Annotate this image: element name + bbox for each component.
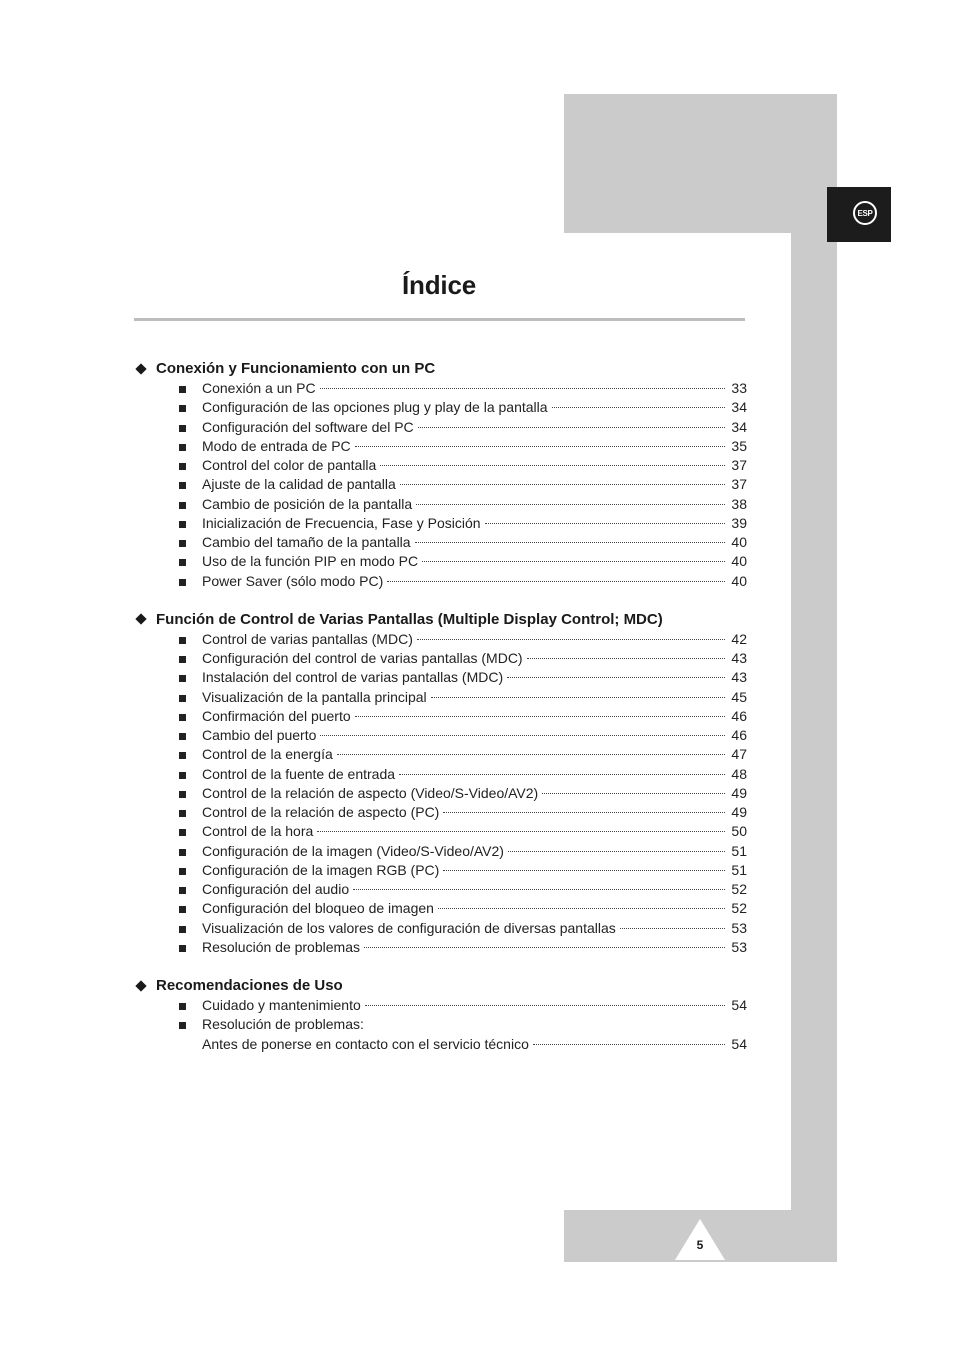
toc-entry[interactable] <box>134 533 747 552</box>
toc-page-number: 43 <box>731 650 747 666</box>
toc-page-number: 37 <box>731 457 747 473</box>
toc-entry-text: Modo de entrada de PC <box>202 437 351 454</box>
square-bullet-icon <box>179 714 186 721</box>
toc-entry-text: Conexión a un PC <box>202 380 316 396</box>
toc-page-number: 49 <box>731 804 747 820</box>
toc-entry[interactable] <box>134 938 747 957</box>
toc-entry-text: Visualización de la pantalla principal <box>202 688 427 705</box>
toc-entry[interactable] <box>134 495 747 514</box>
section-gap <box>134 957 747 975</box>
toc-entry[interactable] <box>134 842 747 861</box>
diamond-bullet-icon <box>135 363 146 374</box>
square-bullet-icon <box>179 463 186 470</box>
toc-entry[interactable] <box>134 456 747 475</box>
dot-leader <box>337 754 725 755</box>
square-bullet-icon <box>179 675 186 682</box>
toc-entry-text: Uso de la función PIP en modo PC <box>202 553 419 570</box>
square-bullet-icon <box>179 405 186 412</box>
square-bullet-icon <box>179 829 186 836</box>
toc-page-number: 40 <box>731 572 747 589</box>
toc-entry-text: Cambio de posición de la pantalla <box>202 495 413 512</box>
toc-entry[interactable] <box>134 688 747 707</box>
diamond-bullet-icon <box>135 614 146 625</box>
dot-leader <box>527 658 725 659</box>
toc-entry[interactable] <box>134 726 747 745</box>
section-heading-text: Función de Control de Varias Pantallas (Multiple Display Control; MDC) <box>156 610 663 628</box>
toc-page-number: 34 <box>731 399 747 416</box>
toc-entry[interactable] <box>134 649 747 668</box>
toc-entry[interactable] <box>134 1015 747 1034</box>
toc-page-number: 37 <box>731 476 747 493</box>
dot-leader <box>417 639 725 640</box>
dot-leader <box>364 947 725 948</box>
toc-entry[interactable] <box>134 861 747 880</box>
toc-entry[interactable] <box>134 1035 747 1054</box>
section-heading[interactable] <box>134 975 747 996</box>
toc-page-number: 53 <box>731 938 747 955</box>
dot-leader <box>438 908 725 909</box>
toc-page-number: 40 <box>731 534 747 550</box>
toc-entry[interactable] <box>134 880 747 899</box>
toc-entry[interactable] <box>134 765 747 784</box>
toc-page-number: 52 <box>731 881 747 897</box>
toc-entry-text: Power Saver (sólo modo PC) <box>202 572 384 589</box>
toc-entry[interactable] <box>134 514 747 533</box>
dot-leader <box>365 1005 725 1006</box>
toc-entry-text: Instalación del control de varias pantallas (MDC) <box>202 669 504 686</box>
square-bullet-icon <box>179 559 186 566</box>
toc-entry[interactable] <box>134 668 747 687</box>
square-bullet-icon <box>179 482 186 489</box>
page-title: Índice <box>402 270 476 300</box>
toc-page-number: 54 <box>731 997 747 1013</box>
toc-page-number: 51 <box>731 842 747 859</box>
toc-page-number: 42 <box>731 630 747 647</box>
dot-leader <box>320 388 725 389</box>
square-bullet-icon <box>179 521 186 528</box>
toc-page-number: 54 <box>731 1035 747 1052</box>
square-bullet-icon <box>179 772 186 779</box>
square-bullet-icon <box>179 695 186 702</box>
toc-page-number: 39 <box>731 514 747 531</box>
dot-leader <box>542 793 725 794</box>
dot-leader <box>320 735 725 736</box>
toc-page-number: 49 <box>731 784 747 801</box>
toc-entry-text: Control del color de pantalla <box>202 457 377 473</box>
toc-entry-text: Control de la relación de aspecto (Video/S-Video/AV2) <box>202 784 539 801</box>
diamond-bullet-icon <box>135 980 146 991</box>
toc-entry[interactable] <box>134 899 747 918</box>
square-bullet-icon <box>179 502 186 509</box>
dot-leader <box>355 716 725 717</box>
dot-leader <box>507 677 725 678</box>
toc-page-number: 46 <box>731 727 747 743</box>
toc-entry[interactable] <box>134 475 747 494</box>
toc-entry-text: Control de la relación de aspecto (PC) <box>202 804 440 820</box>
dot-leader <box>355 446 725 447</box>
square-bullet-icon <box>179 887 186 894</box>
toc-entry[interactable] <box>134 418 747 437</box>
toc-entry[interactable] <box>134 803 747 822</box>
dot-leader <box>317 831 725 832</box>
square-bullet-icon <box>179 425 186 432</box>
toc-entry-text: Control de la energía <box>202 746 333 763</box>
decor-gray-strip-side <box>791 94 837 1262</box>
dot-leader <box>422 561 725 562</box>
toc-entry-text: Configuración de la imagen RGB (PC) <box>202 861 440 878</box>
toc-entry-text: Configuración del audio <box>202 881 350 897</box>
toc-entry[interactable] <box>134 630 747 649</box>
dot-leader <box>552 407 725 408</box>
square-bullet-icon <box>179 579 186 586</box>
toc-page-number: 35 <box>731 437 747 454</box>
toc-entry-text: Cambio del puerto <box>202 727 317 743</box>
toc-entry-text: Cambio del tamaño de la pantalla <box>202 534 411 550</box>
toc-entry-text: Control de varias pantallas (MDC) <box>202 630 413 647</box>
toc-entry[interactable] <box>134 996 747 1015</box>
square-bullet-icon <box>179 926 186 933</box>
toc-entry[interactable] <box>134 707 747 726</box>
square-bullet-icon <box>179 849 186 856</box>
section-heading[interactable] <box>134 609 747 630</box>
section-gap <box>134 591 747 609</box>
toc-entry[interactable] <box>134 572 747 591</box>
dot-leader <box>620 928 725 929</box>
toc-page-number: 48 <box>731 765 747 782</box>
toc-entry[interactable] <box>134 379 747 398</box>
toc-entry-text: Configuración del bloqueo de imagen <box>202 900 434 917</box>
square-bullet-icon <box>179 1022 186 1029</box>
square-bullet-icon <box>179 752 186 759</box>
toc-entry-text: Resolución de problemas: <box>202 1016 364 1033</box>
dot-leader <box>380 465 725 466</box>
section-heading[interactable] <box>134 358 747 379</box>
title-divider <box>134 318 745 321</box>
toc-page-number: 33 <box>731 380 747 396</box>
dot-leader <box>353 889 725 890</box>
square-bullet-icon <box>179 868 186 875</box>
square-bullet-icon <box>179 1003 186 1010</box>
toc-entry-text: Configuración del software del PC <box>202 418 414 435</box>
dot-leader <box>418 427 725 428</box>
toc-entry[interactable] <box>134 552 747 571</box>
toc-page-number: 34 <box>731 418 747 435</box>
dot-leader <box>508 851 725 852</box>
dot-leader <box>431 697 725 698</box>
toc-page-number: 38 <box>731 495 747 512</box>
toc-page-number: 40 <box>731 553 747 570</box>
toc-entry-text: Resolución de problemas <box>202 938 360 955</box>
dot-leader <box>400 484 725 485</box>
toc-page-number: 47 <box>731 746 747 763</box>
dot-leader <box>533 1044 725 1045</box>
square-bullet-icon <box>179 791 186 798</box>
square-bullet-icon <box>179 444 186 451</box>
toc-entry-text: Ajuste de la calidad de pantalla <box>202 476 396 493</box>
toc-entry[interactable] <box>134 437 747 456</box>
toc-entry[interactable] <box>134 919 747 938</box>
toc-entry-text: Antes de ponerse en contacto con el servicio técnico <box>202 1035 529 1052</box>
toc-entry-text: Cuidado y mantenimiento <box>202 997 361 1013</box>
toc-page-number: 51 <box>731 861 747 878</box>
dot-leader <box>416 504 725 505</box>
dot-leader <box>387 581 725 582</box>
square-bullet-icon <box>179 810 186 817</box>
toc-page-number: 46 <box>731 707 747 724</box>
toc-entry-text: Inicialización de Frecuencia, Fase y Posición <box>202 514 481 531</box>
toc-entry[interactable] <box>134 822 747 841</box>
dot-leader <box>443 812 725 813</box>
language-badge: ESP <box>853 201 877 225</box>
square-bullet-icon <box>179 945 186 952</box>
square-bullet-icon <box>179 656 186 663</box>
toc-entry-text: Configuración de la imagen (Video/S-Video/AV2) <box>202 842 504 859</box>
toc-entry-text: Configuración del control de varias pantallas (MDC) <box>202 650 523 666</box>
toc-page-number: 52 <box>731 900 747 917</box>
dot-leader <box>443 870 725 871</box>
toc-entry-text: Confirmación del puerto <box>202 707 351 724</box>
dot-leader <box>399 774 725 775</box>
toc-entry[interactable] <box>134 398 747 417</box>
square-bullet-icon <box>179 906 186 913</box>
toc-entry-text: Control de la fuente de entrada <box>202 765 396 782</box>
toc-page-number: 43 <box>731 669 747 686</box>
toc-entry-text: Visualización de los valores de configuración de diversas pantallas <box>202 919 616 936</box>
square-bullet-icon <box>179 733 186 740</box>
square-bullet-icon <box>179 386 186 393</box>
page-number: 5 <box>696 1238 704 1252</box>
section-heading-text: Recomendaciones de Uso <box>156 977 343 994</box>
toc-entry[interactable] <box>134 784 747 803</box>
dot-leader <box>415 542 725 543</box>
toc-entry-text: Configuración de las opciones plug y play de la pantalla <box>202 399 548 416</box>
section-heading-text: Conexión y Funcionamiento con un PC <box>156 360 436 377</box>
toc-entry-text: Control de la hora <box>202 823 314 840</box>
toc-page-number: 53 <box>731 919 747 936</box>
toc-entry[interactable] <box>134 745 747 764</box>
toc-page-number: 45 <box>731 688 747 705</box>
toc-page-number: 50 <box>731 823 747 840</box>
dot-leader <box>485 523 725 524</box>
square-bullet-icon <box>179 637 186 644</box>
table-of-contents <box>134 358 747 1054</box>
square-bullet-icon <box>179 540 186 547</box>
